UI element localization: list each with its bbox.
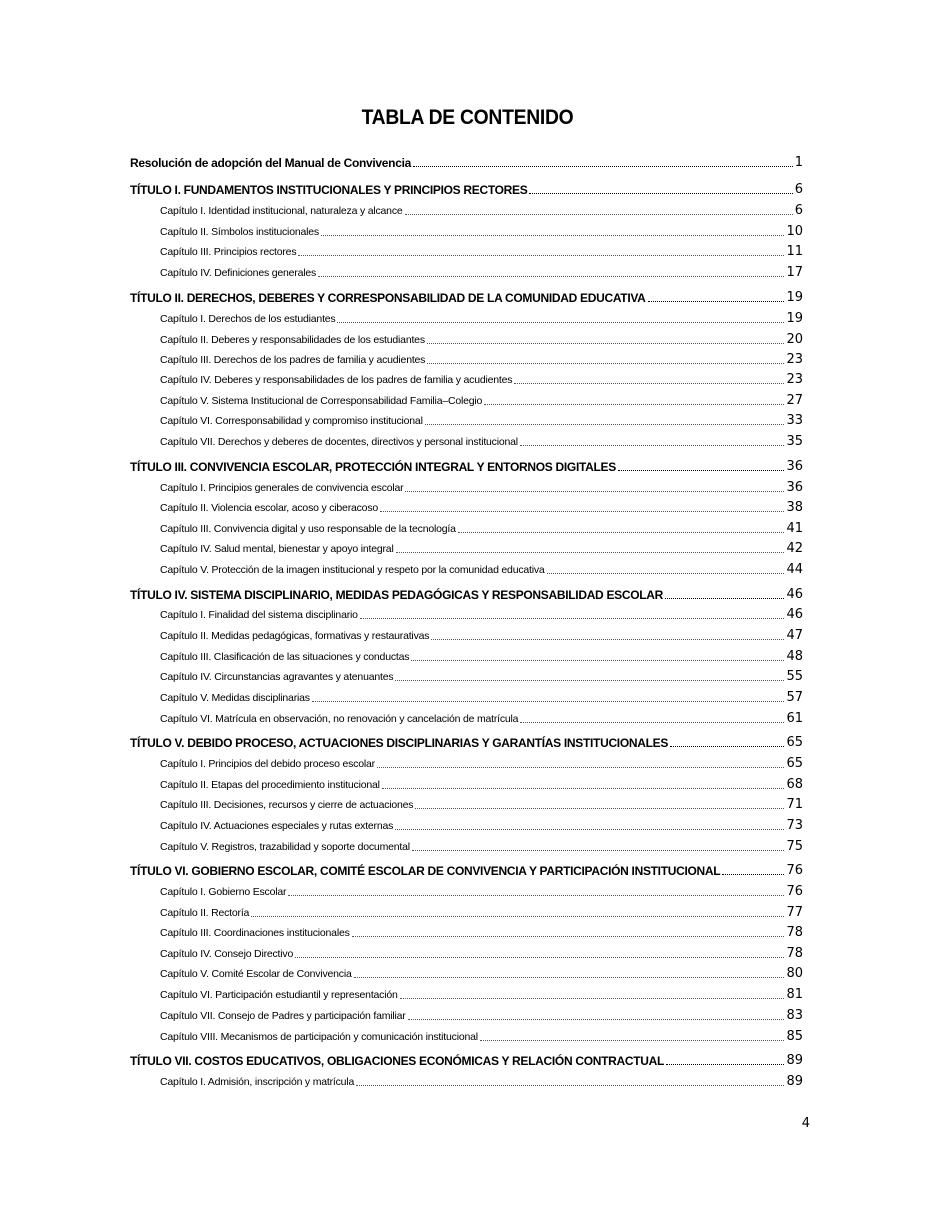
dot-leader (427, 363, 784, 364)
toc-title-entry[interactable] (130, 582, 803, 602)
dot-leader (431, 639, 784, 640)
toc-entry-label: Capítulo II. Rectoría (160, 907, 250, 919)
toc-entry-label: Capítulo VII. Consejo de Padres y participación familiar (160, 1010, 406, 1022)
toc-chapter-entry[interactable] (160, 408, 803, 428)
toc-chapter-entry[interactable] (160, 327, 803, 347)
page-number: 4 (801, 1116, 810, 1131)
toc-entry-label: Capítulo VIII. Mecanismos de participación y comunicación institucional (160, 1031, 478, 1043)
toc-entry-label: Capítulo VII. Derechos y deberes de docentes, directivos y personal institucional (160, 436, 518, 448)
dot-leader (288, 895, 784, 896)
toc-chapter-entry[interactable] (160, 388, 803, 408)
dot-leader (666, 1064, 784, 1065)
toc-entry-label: Capítulo I. Finalidad del sistema disciplinario (160, 609, 358, 621)
dot-leader (520, 722, 784, 723)
toc-entry-page-number: 76 (786, 863, 803, 878)
dot-leader (618, 470, 785, 471)
toc-chapter-entry[interactable] (160, 834, 803, 854)
toc-entry-label: Capítulo II. Etapas del procedimiento institucional (160, 779, 380, 791)
toc-entry-page-number: 35 (786, 434, 803, 449)
toc-entry-label: Capítulo V. Medidas disciplinarias (160, 692, 310, 704)
dot-leader (427, 343, 785, 344)
toc-entry-page-number: 33 (786, 413, 803, 428)
toc-entry-page-number: 73 (786, 818, 803, 833)
toc-entry-label: Capítulo VI. Matrícula en observación, no renovación y cancelación de matrícula (160, 713, 519, 725)
dot-leader (648, 301, 785, 302)
toc-chapter-entry[interactable] (160, 706, 803, 726)
toc-entry-page-number: 78 (786, 946, 803, 961)
toc-entry-page-number: 83 (786, 1008, 803, 1023)
toc-chapter-entry[interactable] (160, 495, 803, 515)
toc-chapter-entry[interactable] (160, 961, 803, 981)
toc-entry-label: Capítulo V. Comité Escolar de Convivencia (160, 968, 352, 980)
toc-chapter-entry[interactable] (160, 475, 803, 495)
dot-leader (352, 936, 785, 937)
toc-title-entry[interactable] (130, 285, 803, 305)
toc-chapter-entry[interactable] (160, 557, 803, 577)
toc-entry-label: TÍTULO VI. GOBIERNO ESCOLAR, COMITÉ ESCOLAR DE CONVIVENCIA Y PARTICIPACIÓN INSTITUCIONAL (130, 864, 721, 878)
toc-entry-label: Capítulo I. Derechos de los estudiantes (160, 313, 336, 325)
dot-leader (413, 166, 793, 167)
toc-entry-page-number: 38 (786, 500, 803, 515)
toc-entry-page-number: 6 (794, 182, 803, 197)
toc-chapter-entry[interactable] (160, 623, 803, 643)
toc-entry-label: Capítulo I. Principios generales de convivencia escolar (160, 482, 404, 494)
dot-leader (377, 767, 785, 768)
dot-leader (458, 532, 785, 533)
dot-leader (480, 1040, 785, 1041)
toc-chapter-entry[interactable] (160, 536, 803, 556)
toc-entry-page-number: 80 (786, 966, 803, 981)
toc-chapter-entry[interactable] (160, 198, 803, 218)
toc-entry-page-number: 77 (786, 905, 803, 920)
toc-chapter-entry[interactable] (160, 260, 803, 280)
toc-entry-page-number: 65 (786, 735, 803, 750)
toc-entry-label: Capítulo V. Protección de la imagen institucional y respeto por la comunidad educativa (160, 564, 545, 576)
toc-entry-label: TÍTULO III. CONVIVENCIA ESCOLAR, PROTECCIÓN INTEGRAL Y ENTORNOS DIGITALES (130, 460, 616, 474)
toc-entry-label: TÍTULO V. DEBIDO PROCESO, ACTUACIONES DISCIPLINARIAS Y GARANTÍAS INSTITUCIONALES (130, 736, 669, 750)
toc-entry-page-number: 36 (786, 480, 803, 495)
toc-entry-page-number: 44 (786, 562, 803, 577)
toc-entry-page-number: 36 (786, 459, 803, 474)
toc-entry-page-number: 65 (786, 756, 803, 771)
toc-chapter-entry[interactable] (160, 879, 803, 899)
toc-entry-page-number: 55 (786, 669, 803, 684)
toc-entry-label: Capítulo III. Decisiones, recursos y cierre de actuaciones (160, 799, 414, 811)
dot-leader (405, 491, 784, 492)
dot-leader (520, 445, 785, 446)
dot-leader (415, 808, 784, 809)
toc-chapter-entry[interactable] (160, 239, 803, 259)
toc-entry-label: Capítulo II. Símbolos institucionales (160, 226, 319, 238)
toc-chapter-entry[interactable] (160, 602, 803, 622)
toc-entry-label: TÍTULO VII. COSTOS EDUCATIVOS, OBLIGACIONES ECONÓMICAS Y RELACIÓN CONTRACTUAL (130, 1054, 665, 1068)
toc-entry-label: Capítulo V. Registros, trazabilidad y soporte documental (160, 841, 410, 853)
toc-entry-page-number: 85 (786, 1029, 803, 1044)
toc-chapter-entry[interactable] (160, 920, 803, 940)
toc-entry-label: Capítulo I. Identidad institucional, naturaleza y alcance (160, 205, 403, 217)
toc-chapter-entry[interactable] (160, 685, 803, 705)
toc-entry-label: Capítulo II. Medidas pedagógicas, formativas y restaurativas (160, 630, 430, 642)
dot-leader (382, 788, 785, 789)
toc-title-entry[interactable] (130, 858, 803, 878)
dot-leader (396, 552, 785, 553)
toc-chapter-entry[interactable] (160, 367, 803, 387)
toc-chapter-entry[interactable] (160, 900, 803, 920)
toc-entry-page-number: 75 (786, 839, 803, 854)
toc-entry-page-number: 10 (786, 224, 803, 239)
toc-title-entry[interactable] (130, 454, 803, 474)
toc-chapter-entry[interactable] (160, 429, 803, 449)
toc-entry-label: TÍTULO I. FUNDAMENTOS INSTITUCIONALES Y PRINCIPIOS RECTORES (130, 183, 528, 197)
toc-entry-page-number: 17 (786, 265, 803, 280)
toc-title-entry[interactable] (130, 1048, 803, 1068)
dot-leader (337, 322, 784, 323)
toc-chapter-entry[interactable] (160, 347, 803, 367)
toc-entry-label: Resolución de adopción del Manual de Convivencia (130, 156, 411, 170)
toc-entry-page-number: 57 (786, 690, 803, 705)
dot-leader (395, 829, 784, 830)
page-title: TABLA DE CONTENIDO (361, 106, 574, 129)
toc-entry-label: Capítulo II. Deberes y responsabilidades de los estudiantes (160, 334, 425, 346)
toc-entry-page-number: 27 (786, 393, 803, 408)
dot-leader (354, 977, 785, 978)
toc-chapter-entry[interactable] (160, 664, 803, 684)
toc-entry-page-number: 89 (786, 1053, 803, 1068)
dot-leader (380, 511, 784, 512)
toc-entry-page-number: 71 (786, 797, 803, 812)
dot-leader (312, 701, 785, 702)
dot-leader (722, 874, 784, 875)
toc-entry-label: TÍTULO IV. SISTEMA DISCIPLINARIO, MEDIDAS PEDAGÓGICAS Y RESPONSABILIDAD ESCOLAR (130, 588, 664, 602)
dot-leader (665, 598, 784, 599)
dot-leader (529, 193, 792, 194)
dot-leader (408, 1019, 785, 1020)
toc-chapter-entry[interactable] (160, 813, 803, 833)
dot-leader (425, 424, 785, 425)
toc-entry-page-number: 6 (794, 203, 803, 218)
toc-title-entry[interactable] (130, 177, 803, 197)
toc-entry-label: Capítulo III. Convivencia digital y uso responsable de la tecnología (160, 523, 456, 535)
toc-entry-label: Capítulo III. Principios rectores (160, 246, 297, 258)
toc-entry-label: Capítulo VI. Participación estudiantil y representación (160, 989, 398, 1001)
dot-leader (484, 404, 784, 405)
toc-entry-page-number: 81 (786, 987, 803, 1002)
toc-entry-label: Capítulo III. Derechos de los padres de familia y acudientes (160, 354, 426, 366)
toc-chapter-entry[interactable] (160, 1024, 803, 1044)
dot-leader (405, 214, 793, 215)
toc-title-entry[interactable] (130, 730, 803, 750)
toc-entry-label: Capítulo II. Violencia escolar, acoso y ciberacoso (160, 502, 379, 514)
toc-entry-label: Capítulo I. Admisión, inscripción y matrícula (160, 1076, 355, 1088)
toc-entry-page-number: 61 (786, 711, 803, 726)
dot-leader (395, 680, 784, 681)
toc-chapter-entry[interactable] (160, 306, 803, 326)
toc-title-entry[interactable] (130, 150, 803, 170)
toc-entry-page-number: 23 (786, 352, 803, 367)
toc-entry-page-number: 1 (794, 155, 803, 170)
toc-entry-page-number: 11 (786, 244, 803, 259)
toc-entry-label: Capítulo IV. Circunstancias agravantes y atenuantes (160, 671, 394, 683)
toc-chapter-entry[interactable] (160, 941, 803, 961)
dot-leader (295, 957, 784, 958)
toc-chapter-entry[interactable] (160, 219, 803, 239)
dot-leader (412, 850, 785, 851)
toc-entry-label: TÍTULO II. DERECHOS, DEBERES Y CORRESPONSABILIDAD DE LA COMUNIDAD EDUCATIVA (130, 291, 646, 305)
dot-leader (318, 276, 784, 277)
toc-entry-page-number: 48 (786, 649, 803, 664)
dot-leader (514, 383, 784, 384)
dot-leader (251, 916, 784, 917)
toc-chapter-entry[interactable] (160, 516, 803, 536)
toc-chapter-entry[interactable] (160, 982, 803, 1002)
toc-entry-page-number: 23 (786, 372, 803, 387)
dot-leader (670, 746, 784, 747)
toc-entry-page-number: 47 (786, 628, 803, 643)
toc-entry-page-number: 46 (786, 587, 803, 602)
dot-leader (298, 255, 784, 256)
toc-entry-label: Capítulo IV. Definiciones generales (160, 267, 317, 279)
toc-entry-label: Capítulo I. Principios del debido proceso escolar (160, 758, 375, 770)
toc-chapter-entry[interactable] (160, 644, 803, 664)
toc-entry-label: Capítulo IV. Salud mental, bienestar y apoyo integral (160, 543, 394, 555)
toc-chapter-entry[interactable] (160, 1003, 803, 1023)
toc-entry-page-number: 42 (786, 541, 803, 556)
toc-entry-label: Capítulo III. Clasificación de las situaciones y conductas (160, 651, 410, 663)
toc-chapter-entry[interactable] (160, 772, 803, 792)
toc-entry-page-number: 68 (786, 777, 803, 792)
toc-chapter-entry[interactable] (160, 751, 803, 771)
toc-entry-page-number: 76 (786, 884, 803, 899)
toc-entry-label: Capítulo III. Coordinaciones institucionales (160, 927, 350, 939)
toc-entry-page-number: 89 (786, 1074, 803, 1089)
toc-entry-page-number: 20 (786, 332, 803, 347)
dot-leader (411, 660, 784, 661)
toc-entry-page-number: 19 (786, 290, 803, 305)
dot-leader (356, 1085, 784, 1086)
toc-chapter-entry[interactable] (160, 792, 803, 812)
toc-entry-page-number: 41 (786, 521, 803, 536)
dot-leader (547, 573, 785, 574)
dot-leader (360, 618, 785, 619)
toc-entry-label: Capítulo IV. Deberes y responsabilidades de los padres de familia y acudientes (160, 374, 513, 386)
toc-chapter-entry[interactable] (160, 1069, 803, 1089)
toc-entry-label: Capítulo I. Gobierno Escolar (160, 886, 287, 898)
dot-leader (321, 235, 785, 236)
toc-entry-label: Capítulo VI. Corresponsabilidad y compromiso institucional (160, 415, 423, 427)
toc-entry-page-number: 78 (786, 925, 803, 940)
toc-entry-label: Capítulo IV. Actuaciones especiales y rutas externas (160, 820, 394, 832)
toc-entry-label: Capítulo IV. Consejo Directivo (160, 948, 294, 960)
toc-entry-page-number: 19 (786, 311, 803, 326)
toc-entry-label: Capítulo V. Sistema Institucional de Corresponsabilidad Familia–Colegio (160, 395, 483, 407)
toc-entry-page-number: 46 (786, 607, 803, 622)
dot-leader (400, 998, 785, 999)
